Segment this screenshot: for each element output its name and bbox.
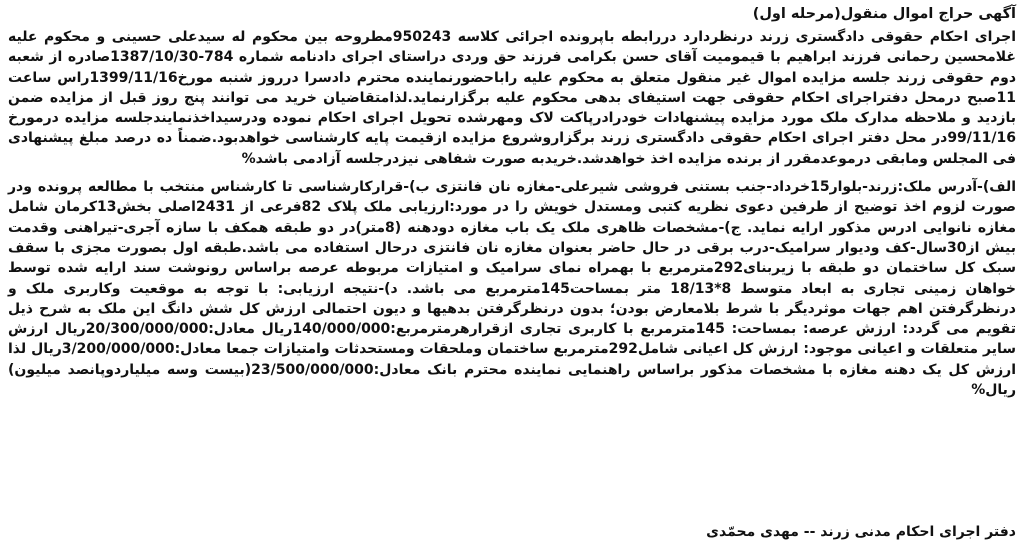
notice-title: آگهی حراج اموال منقول(مرحله اول) — [752, 6, 1016, 22]
notice-paragraph-auction-details: اجرای احکام حقوقی دادگستری زرند درنظردارد دررابطه باپرونده اجرائی کلاسه 950243مطروحه بین محکوم له سیدعلی حسینی و محکوم علیه غلامحسین رحمانی فرزند ابراهیم با قیمومیت آقای حسن بکرامی فرزند حق وردی دراستای اجرای دادنامه شماره 784-1387/10/30صادره از شعبه دوم حقوقی زرند جلسه مزایده اموال غیر منقول متعلق به محکوم علیه راباحضورنماینده محترم دادسرا درروز شنبه مورخ1399/11/16راس ساعت 11صبح درمحل دفتراجرای احکام حقوقی جهت استیفای بدهی محکوم علیه برگزارنماید.لذامتقاضیان خرید می توانند پنج روز قبل از مزایده ضمن بازدید و ملاحظه مدارک ملک مورد مزایده پیشنهادات خودرادرپاکت لاک ومهرشده تحویل اجرای احکام نموده ودرسیداخذنمایندجلسه مزایده درمورخ 99/11/16در محل دفتر اجرای احکام حقوقی دادگستری زرند برگزاروشروع مزایده ازقیمت پایه کارشناسی خواهدبود.ضمناً ده درصد مبلغ پیشنهادی فی المجلس ومابقی درموعدمقرر از برنده مزایده اخذ خواهدشد.خریدبه صورت شفاهی نیزدرجلسه آزادمی باشد% — [8, 29, 1016, 167]
notice-signature: دفتر اجرای احکام مدنی زرند -- مهدی محمّدی — [706, 524, 1016, 540]
notice-paragraph-property-appraisal: الف)-آدرس ملک:زرند-بلوار15خرداد-جنب بستنی فروشی شیرعلی-مغازه نان فانتزی ب)-قرارکارشناسی تا کارشناس منتخب با مطالعه پرونده ودر صورت لزوم اخذ توضیح از طرفین دعوی نظریه کتبی ومستدل خویش را در مورد:ارزیابی ملک پلاک 82فرعی از 2431اصلی بخش13کرمان شامل مغازه نانوایی ادرس مذکور ارایه نماید. ج)-مشخصات ظاهری ملک یک باب مغازه دودهنه (8متر)در دو طبقه همکف با سازه آجری-تیراهنی وقدمت بیش از30سال-کف ودیوار سرامیک-درب برقی در حال حاضر بعنوان مغازه نان فانتزی درحال استفاده می باشد.طبقه اول بصورت مجزی با سقف سبک کل ساختمان دو طبقه با زیربنای292مترمربع با بهمراه نمای سرامیک و امتیازات مربوطه عرصه براساس رونوشت سند ارایه شده توسط خواهان زمینی تجاری به ابعاد متوسط 8*18/13 متر بمساحت145مترمربع می باشد. د)-نتیجه ارزیابی: با توجه به موقعیت وکاربری ملک و درنظرگرفتن اهم جهات موثردیگر با شرط بلامعارض بودن؛ بدون درنظرگرفتن بدهیها و دیون احتمالی ارزش کل شش دانگ این ملک به شرح ذیل تقویم می گردد: ارزش عرصه: بمساحت: 145مترمربع با کاربری تجاری ازقرارهرمترمربع:140/000/000ریال معادل:20/300/000/000ریال ارزش سایر متعلقات و اعیانی موجود: ارزش کل اعیانی شامل292مترمربع ساختمان وملحقات ومستحدثات وامتیازات جمعا معادل:3/200/000/000ریال لذا ارزش کل یک دهنه مغازه با مشخصات مذکور براساس راهنمایی نماینده محترم بانک معادل:23/500/000/000(بیست وسه میلیاردوپانصد میلیون) ریال% — [8, 179, 1017, 399]
